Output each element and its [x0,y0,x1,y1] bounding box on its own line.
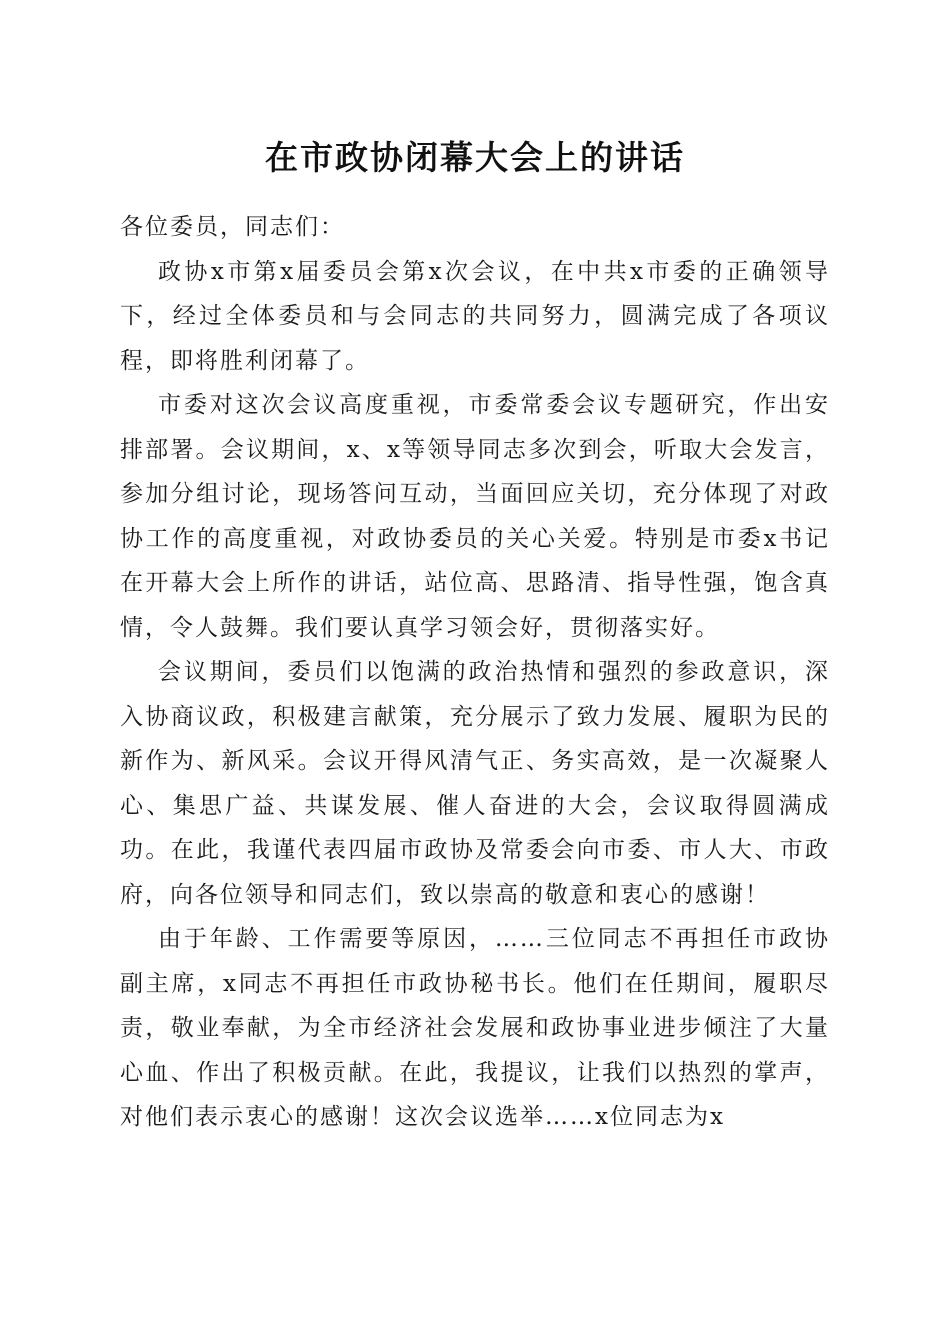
page-title: 在市政协闭幕大会上的讲话 [265,138,685,177]
document-body [120,205,830,1140]
paragraph-3: 会议期间，委员们以饱满的政治热情和强烈的参政意识，深入协商议政，积极建言献策，充分展示了致力发展、履职为民的新作为、新风采。会议开得风清气正、务实高效，是一次凝聚人心、集思广益、共谋发展、催人奋进的大会，会议取得圆满成功。在此，我谨代表四届市政协及常委会向市委、市人大、市政府，向各位领导和同志们，致以崇高的敬意和衷心的感谢！ [120,659,830,908]
paragraph-1: 政协x市第x届委员会第x次会议，在中共x市委的正确领导下，经过全体委员和与会同志的共同努力，圆满完成了各项议程，即将胜利闭幕了。 [120,258,830,374]
salutation: 各位委员，同志们： [120,214,345,240]
paragraph-2: 市委对这次会议高度重视，市委常委会议专题研究，作出安排部署。会议期间，x、x等领导同志多次到会，听取大会发言，参加分组讨论，现场答问互动，当面回应关切，充分体现了对政协工作的高度重视，对政协委员的关心关爱。特别是市委x书记在开幕大会上所作的讲话，站位高、思路清、指导性强，饱含真情，令人鼓舞。我们要认真学习领会好，贯彻落实好。 [120,392,830,641]
paragraph-4: 由于年龄、工作需要等原因，……三位同志不再担任市政协副主席，x同志不再担任市政协秘书长。他们在任期间，履职尽责，敬业奉献，为全市经济社会发展和政协事业进步倾注了大量心血、作出了积极贡献。在此，我提议，让我们以热烈的掌声，对他们表示衷心的感谢！这次会议选举……x位同志为x [120,926,830,1130]
